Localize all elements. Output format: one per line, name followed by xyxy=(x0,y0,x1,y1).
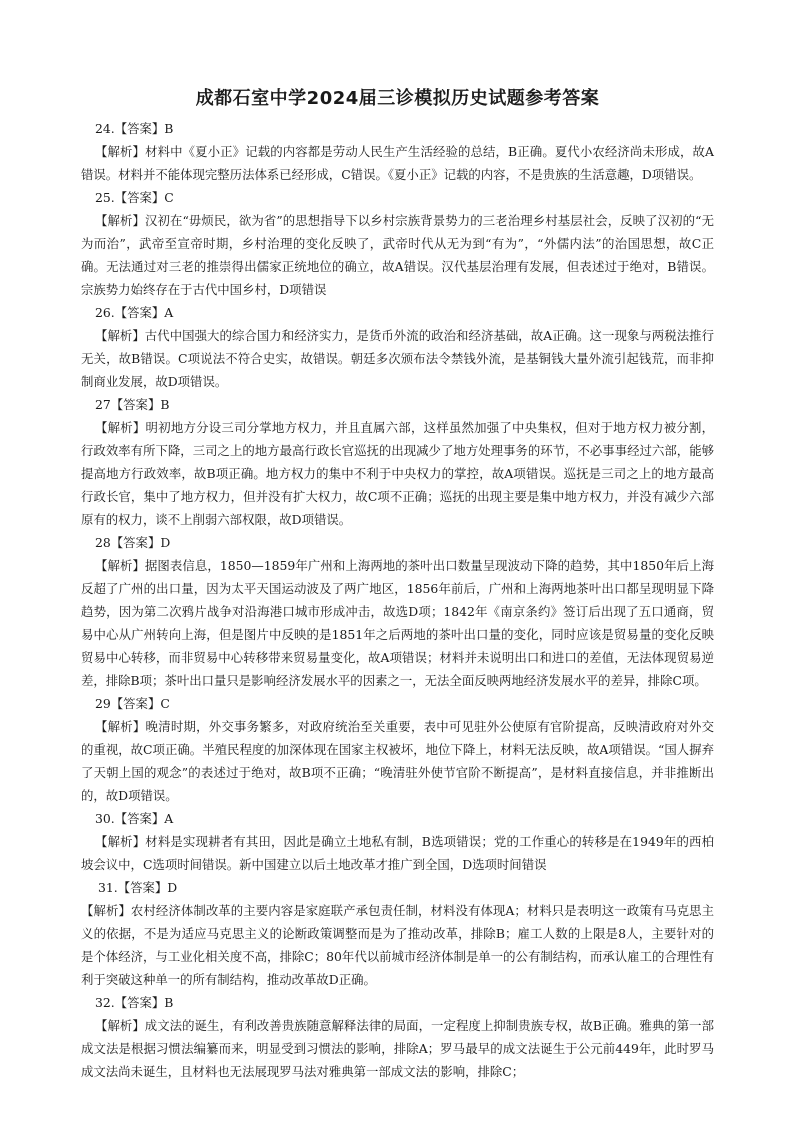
answer-32: 32.【答案】B xyxy=(95,995,174,1010)
analysis-27: 【解析】明初地方分设三司分掌地方权力，并且直属六部，这样虽然加强了中央集权，但对于地方权力被分割，行政效率有所下降，三司之上的地方最高行政长官巡抚的出现减少了地方处理事务的环节，不必事事经过六部，能够提高地方行政效率，故B项正确。地方权力的集中不利于中央权力的掌控，故A项错误。巡抚是三司之上的地方最高行政长官，集中了地方权力，但并没有扩大权力，故C项不正确；巡抚的出现主要是集中地方权力，并没有减少六部原有的权力，谈不上削弱六部权限，故D项错误。 xyxy=(81,420,714,527)
answer-24: 24.【答案】B xyxy=(95,121,174,136)
answer-document xyxy=(81,84,714,1083)
analysis-25: 【解析】汉初在“毋烦民，欲为省”的思想指导下以乡村宗族背景势力的三老治理乡村基层社会，反映了汉初的“无为而治”，武帝至宣帝时期，乡村治理的变化反映了，武帝时代从无为到“有为”，“外儒内法”的治国思想，故C正确。无法通过对三老的推崇得出儒家正统地位的确立，故A错误。汉代基层治理有发展，但表述过于绝对，B错误。宗族势力始终存在于古代中国乡村，D项错误 xyxy=(81,213,714,297)
answer-29: 29【答案】C xyxy=(95,696,170,711)
analysis-30: 【解析】材料是实现耕者有其田，因此是确立土地私有制，B选项错误；党的工作重心的转移是在1949年的西柏坡会议中，C选项时间错误。新中国建立以后土地改革才推广到全国，D选项时间错误 xyxy=(81,834,714,872)
answer-27: 27【答案】B xyxy=(95,397,170,412)
analysis-24: 【解析】材料中《夏小正》记载的内容都是劳动人民生产生活经验的总结，B正确。夏代小农经济尚未形成，故A错误。材料并不能体现完整历法体系已经形成，C错误。《夏小正》记载的内容，不是贵族的生活意趣，D项错误。 xyxy=(81,144,714,182)
answer-26: 26.【答案】A xyxy=(95,305,174,320)
answer-31: 31.【答案】D xyxy=(98,880,178,895)
analysis-26: 【解析】古代中国强大的综合国力和经济实力，是货币外流的政治和经济基础，故A正确。这一现象与两税法推行无关，故B错误。C项说法不符合史实，故错误。朝廷多次颁布法令禁钱外流，是基铜钱大量外流引起钱荒，而非抑制商业发展，故D项错误。 xyxy=(81,328,714,389)
page-title: 成都石室中学2024届三诊模拟历史试题参考答案 xyxy=(195,88,600,109)
answer-25: 25.【答案】C xyxy=(95,190,174,205)
analysis-31: 【解析】农村经济体制改革的主要内容是家庭联产承包责任制，材料没有体现A；材料只是表明这一政策有马克思主义的依据，不是为适应马克思主义的论断政策调整而是为了推动改革，排除B；雇工人数的上限是8人，主要针对的是个体经济，与工业化相关度不高，排除C；80年代以前城市经济体制是单一的公有制结构，而承认雇工的合理性有利于突破这种单一的所有制结构，推动改革故D正确。 xyxy=(81,903,714,987)
analysis-32: 【解析】成文法的诞生，有利改善贵族随意解释法律的局面，一定程度上抑制贵族专权，故B正确。雅典的第一部成文法是根据习惯法编纂而来，明显受到习惯法的影响，排除A；罗马最早的成文法诞生于公元前449年，此时罗马成文法尚未诞生，且材料也无法展现罗马法对雅典第一部成文法的影响，排除C； xyxy=(81,1018,714,1079)
answer-30: 30.【答案】A xyxy=(95,811,174,826)
answer-28: 28【答案】D xyxy=(95,535,171,550)
analysis-28: 【解析】据图表信息，1850—1859年广州和上海两地的茶叶出口数量呈现波动下降的趋势，其中1850年后上海反超了广州的出口量，因为太平天国运动波及了两广地区，1856年前后，广州和上海两地茶叶出口都呈现明显下降趋势，因为第二次鸦片战争对沿海港口城市形成冲击，故选D项；1842年《南京条约》签订后出现了五口通商，贸易中心从广州转向上海，但是图片中反映的是1851年之后两地的茶叶出口量的变化，同时应该是贸易量的变化反映贸易中心转移，而非贸易中心转移带来贸易量变化，故A项错误；材料并未说明出口和进口的差值，无法体现贸易逆差，排除B项；茶叶出口量只是影响经济发展水平的因素之一，无法全面反映两地经济发展水平的差异，排除C项。 xyxy=(81,558,714,688)
analysis-29: 【解析】晚清时期，外交事务繁多，对政府统治至关重要，表中可见驻外公使原有官阶提高，反映清政府对外交的重视，故C项正确。半殖民程度的加深体现在国家主权被坏，地位下降上，材料无法反映，故A项错误。“国人摒弃了天朝上国的观念”的表述过于绝对，故B项不正确；“晚清驻外使节官阶不断提高”，是材料直接信息，并非推断出的，故D项错误。 xyxy=(81,719,714,803)
